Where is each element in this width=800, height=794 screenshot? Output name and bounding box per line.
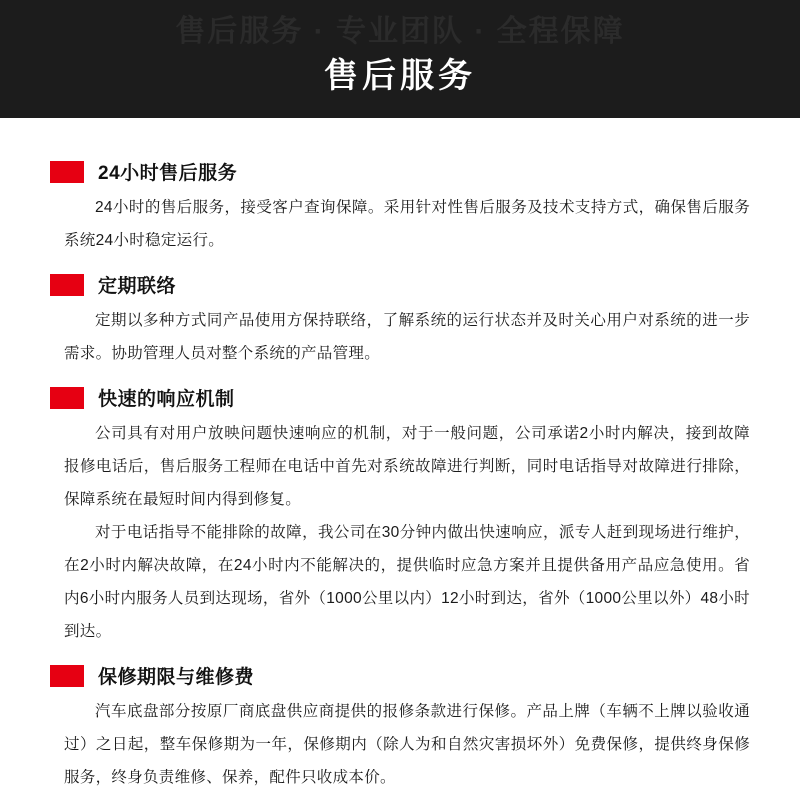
banner-watermark-text: 售后服务 · 专业团队 · 全程保障 [175, 15, 625, 48]
page-banner [0, 0, 800, 118]
section-paragraph: 公司具有对用户放映问题快速响应的机制，对于一般问题，公司承诺2小时内解决，接到故障报修电话后，售后服务工程师在电话中首先对系统故障进行判断，同时电话指导对故障进行排除，保障系统在最短时间内得到修复。 [64, 425, 750, 508]
section-heading [42, 384, 758, 411]
red-square-bullet-icon [50, 274, 84, 296]
red-square-bullet-icon [50, 665, 84, 687]
section-regular-contact [42, 271, 758, 370]
section-title: 保修期限与维修费 [98, 667, 255, 688]
section-title: 定期联络 [98, 276, 177, 297]
section-paragraph: 24小时的售后服务，接受客户查询保障。采用针对性售后服务及技术支持方式，确保售后服务系统24小时稳定运行。 [64, 199, 750, 249]
section-paragraph: 汽车底盘部分按原厂商底盘供应商提供的报修条款进行保修。产品上牌（车辆不上牌以验收通过）之日起，整车保修期为一年，保修期内（除人为和自然灾害损坏外）免费保修，提供终身保修服务，终身负责维修、保养，配件只收成本价。 [64, 703, 750, 786]
section-warranty-period [42, 662, 758, 794]
red-square-bullet-icon [50, 387, 84, 409]
section-paragraph: 定期以多种方式同产品使用方保持联络，了解系统的运行状态并及时关心用户对系统的进一步需求。协助管理人员对整个系统的产品管理。 [64, 312, 750, 362]
section-24-hour-service [42, 158, 758, 257]
section-heading [42, 158, 758, 185]
section-title: 快速的响应机制 [98, 389, 235, 410]
page-title: 售后服务 [324, 57, 476, 95]
section-title: 24小时售后服务 [98, 163, 238, 184]
section-paragraph: 对于电话指导不能排除的故障，我公司在30分钟内做出快速响应，派专人赶到现场进行维护，在2小时内解决故障，在24小时内不能解决的，提供临时应急方案并且提供备用产品应急使用。省内6小时内服务人员到达现场，省外（1000公里以内）12小时到达，省外（1000公里以外）48小时到达。 [64, 524, 750, 640]
section-heading [42, 662, 758, 689]
section-rapid-response [42, 384, 758, 648]
content-body [0, 118, 800, 794]
red-square-bullet-icon [50, 161, 84, 183]
section-heading [42, 271, 758, 298]
